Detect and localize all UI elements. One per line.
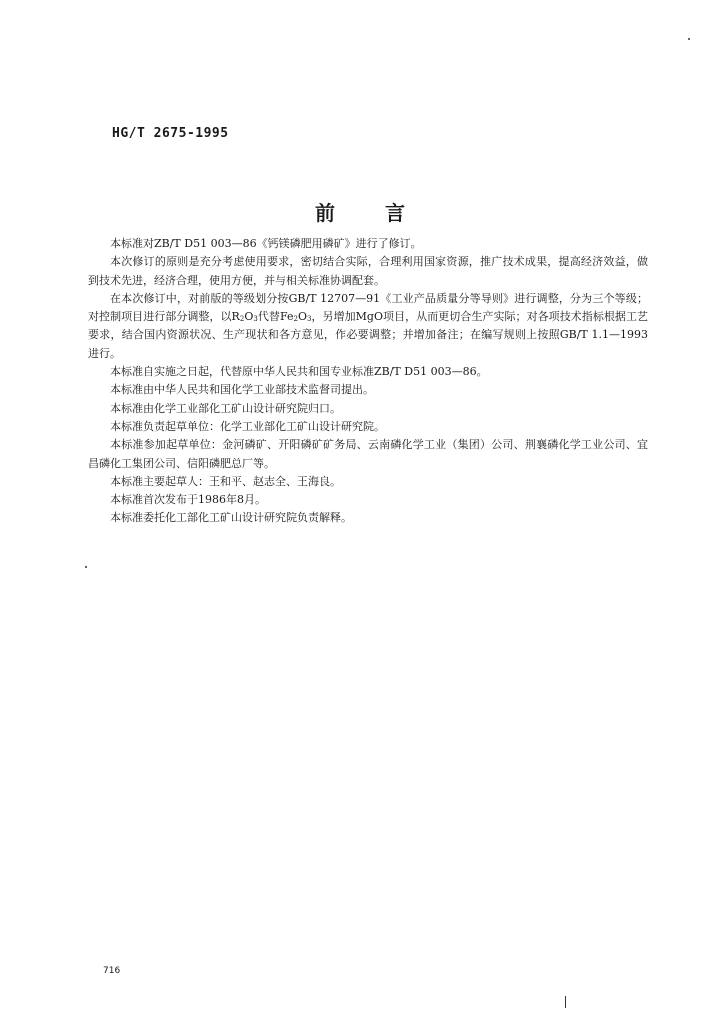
scan-speck bbox=[565, 996, 566, 1008]
paragraph-9: 本标准主要起草人：王和平、赵志全、王海良。 bbox=[110, 474, 341, 488]
title-char-2: 言 bbox=[385, 201, 407, 225]
scan-speck bbox=[688, 38, 690, 40]
paragraph-8: 本标准参加起草单位：金河磷矿、开阳磷矿矿务局、云南磷化学工业（集团）公司、荆襄磷化学工业公司、宜昌磷化工集团公司、信阳磷肥总厂等。 bbox=[88, 438, 648, 470]
subscript: 2 bbox=[293, 315, 298, 324]
paragraph-3-part-b: O bbox=[244, 310, 254, 324]
paragraph-7: 本标准负责起草单位：化学工业部化工矿山设计研究院。 bbox=[110, 419, 385, 433]
paragraph-3 bbox=[88, 290, 648, 363]
paragraph-3-part-c: 代替Fe bbox=[257, 310, 294, 324]
page-title bbox=[0, 197, 722, 226]
paragraph-1: 本标准对ZB/T D51 003—86《钙镁磷肥用磷矿》进行了修订。 bbox=[110, 237, 422, 250]
paragraph-3-part-e: ，另增加MgO项目，从而更切合生产实际；对各项技术指标根据工艺要求，结合国内资源状况、生产现状和各方意见，作必要调整；并增加备注；在编写规则上按照GB/T 1.1—1993进行。 bbox=[88, 310, 649, 360]
paragraph-3-part-a: 在本次修订中，对前版的等级划分按GB/T 12707—91《工业产品质量分等导则》进行调整，分为三个等级；对控制项目进行部分调整，以R bbox=[88, 291, 648, 324]
subscript: 3 bbox=[253, 315, 258, 324]
subscript: 2 bbox=[239, 315, 245, 324]
scan-speck bbox=[85, 566, 87, 568]
paragraph-10: 本标准首次发布于1986年8月。 bbox=[110, 493, 266, 507]
paragraph-6: 本标准由化学工业部化工矿山设计研究院归口。 bbox=[110, 401, 341, 415]
paragraph-4: 本标准自实施之日起，代替原中华人民共和国专业标准ZB/T D51 003—86。 bbox=[110, 365, 488, 379]
standard-number: HG/T 2675-1995 bbox=[112, 126, 229, 141]
foreword-body bbox=[88, 235, 648, 528]
paragraph-3-part-d: O bbox=[297, 310, 307, 324]
page-number: 716 bbox=[103, 966, 121, 976]
title-char-1: 前 bbox=[315, 201, 337, 225]
subscript: 3 bbox=[306, 315, 312, 324]
paragraph-5: 本标准由中华人民共和国化学工业部技术监督司提出。 bbox=[110, 383, 374, 397]
paragraph-2: 本次修订的原则是充分考虑使用要求，密切结合实际，合理利用国家资源，推广技术成果，提高经济效益，做到技术先进，经济合理，使用方便，并与相关标准协调配套。 bbox=[88, 255, 648, 287]
paragraph-11: 本标准委托化工部化工矿山设计研究院负责解释。 bbox=[110, 511, 352, 525]
